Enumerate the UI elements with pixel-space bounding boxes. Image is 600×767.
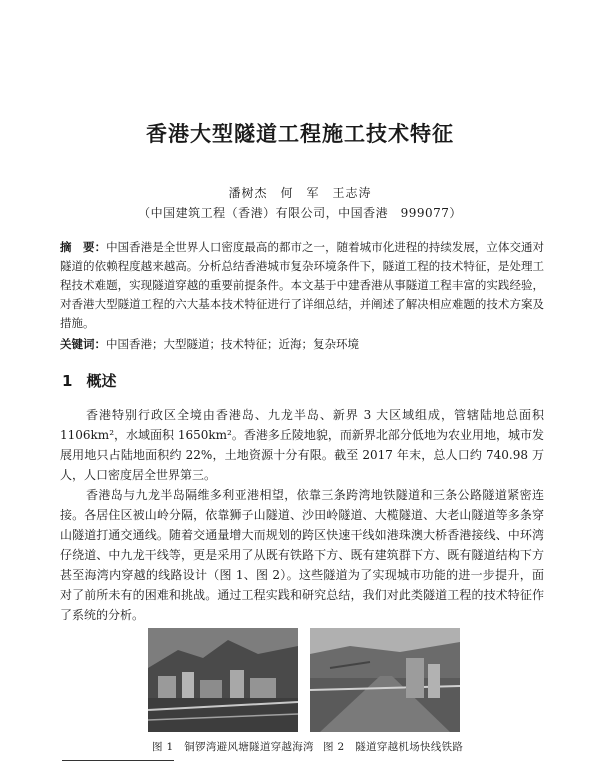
figure-2-caption: 图 2 隧道穿越机场快线铁路 bbox=[323, 741, 464, 753]
paragraph-1: 香港特别行政区全境由香港岛、九龙半岛、新界 3 大区域组成，管辖陆地总面积 1106km²，水域面积 1650km²。香港多丘陵地貌，而新界北部分低地为农业用地，城市发展用地只占陆地面积约 22%，土地资源十分有限。截至 2017 年末，总人口约 740.98 万人，人口密度居全世界第三。 bbox=[60, 408, 544, 482]
keywords bbox=[60, 335, 544, 354]
section-heading bbox=[62, 370, 116, 391]
keywords-label: 关键词： bbox=[60, 337, 106, 351]
author-list: 潘树杰 何 军 王志涛 bbox=[228, 186, 372, 200]
abstract bbox=[60, 238, 544, 333]
keywords-text: 中国香港；大型隧道；技术特征；近海；复杂环境 bbox=[106, 337, 359, 351]
figure-1-photo bbox=[148, 628, 298, 732]
paragraph-2: 香港岛与九龙半岛隔维多利亚港相望，依靠三条跨湾地铁隧道和三条公路隧道紧密连接。各居住区被山岭分隔，依靠狮子山隧道、沙田岭隧道、大榄隧道、大老山隧道等多条穿山隧道打通交通线。随着交通量增大而规划的跨区快速干线如港珠澳大桥香港接线、中环湾仔绕道、中九龙干线等，更是采用了从既有铁路下方、既有建筑群下方、既有隧道结构下方甚至海湾内穿越的线路设计（图 1、图 2）。这些隧道为了实现城市功能的进一步提升，面对了前所未有的困难和挑战。通过工程实践和研究总结，我们对此类隧道工程的技术特征作了系统的分析。 bbox=[60, 488, 544, 622]
footnote-divider bbox=[62, 760, 174, 761]
section-number: 1 bbox=[62, 372, 73, 390]
paper-title: 香港大型隧道工程施工技术特征 bbox=[146, 122, 454, 146]
section-title: 概述 bbox=[86, 372, 117, 390]
figure-2-photo bbox=[310, 628, 460, 732]
abstract-text: 中国香港是全世界人口密度最高的都市之一，随着城市化进程的持续发展，立体交通对隧道的依赖程度越来越高。分析总结香港城市复杂环境条件下，隧道工程的技术特征，是处理工程技术难题，实现隧道穿越的重要前提条件。本文基于中建香港从事隧道工程丰富的实践经验，对香港大型隧道工程的六大基本技术特征进行了详细总结，并阐述了解决相应难题的技术方案及措施。 bbox=[60, 240, 545, 330]
figure-1-caption: 图 1 铜锣湾避风塘隧道穿越海湾 bbox=[152, 741, 314, 753]
affiliation: （中国建筑工程（香港）有限公司，中国香港 999077） bbox=[138, 206, 462, 220]
abstract-label: 摘 要： bbox=[60, 240, 107, 254]
